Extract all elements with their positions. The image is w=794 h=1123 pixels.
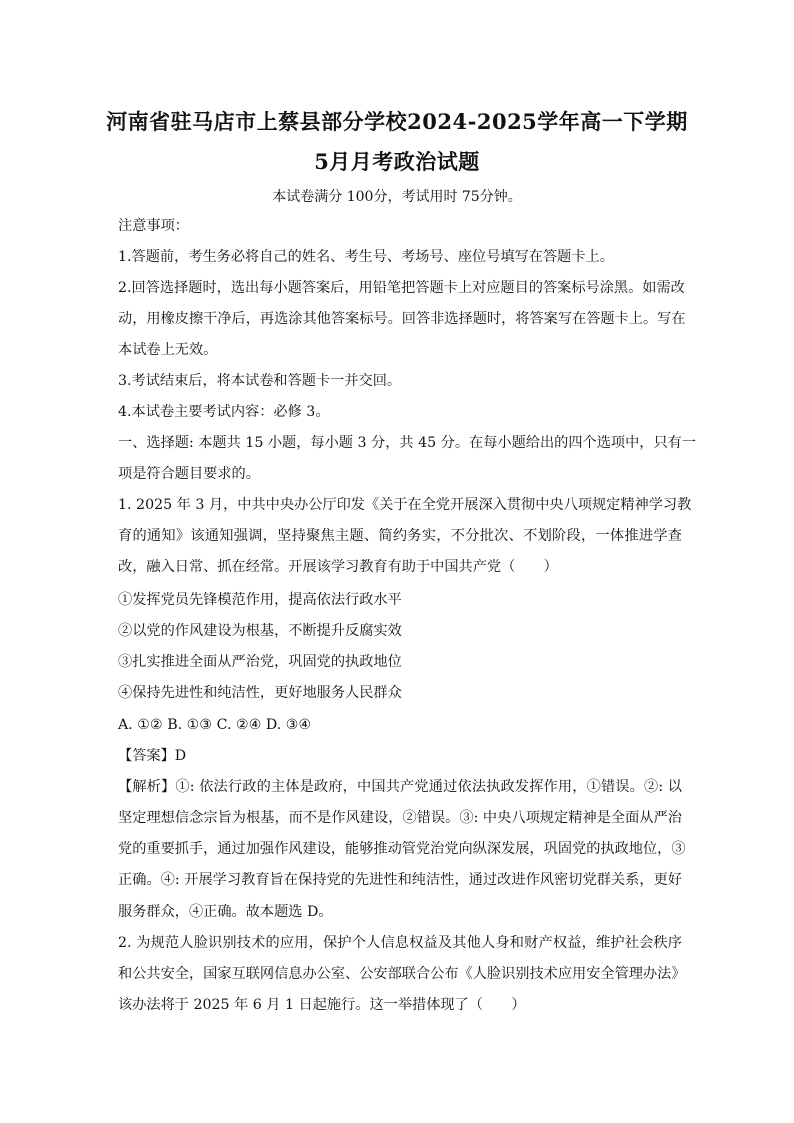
section-heading-line-1: 一、选择题: 本题共 15 小题，每小题 3 分，共 45 分。在每小题给出的四个选项中，只有一 [118, 435, 697, 451]
section-heading-line-2: 项是符合题目要求的。 [118, 466, 260, 482]
question-2-stem-line-3: 该办法将于 2025 年 6 月 1 日起施行。这一举措体现了（ ） [118, 997, 526, 1013]
notice-item-2-line-2: 动，用橡皮擦干净后，再选涂其他答案标号。回答非选择题时，将答案写在答题卡上。写在 [118, 311, 686, 327]
notice-item-2-line-3: 本试卷上无效。 [118, 342, 218, 358]
question-1-statement-2: ②以党的作风建设为根基，不断提升反腐实效 [118, 623, 402, 639]
notice-item-4: 4.本试卷主要考试内容：必修 3。 [118, 404, 330, 420]
question-1-stem-line-3: 改，融入日常、抓在经常。开展该学习教育有助于中国共产党（ ） [118, 559, 558, 575]
question-1-statement-1: ①发挥党员先锋模范作用，提高依法行政水平 [118, 592, 402, 608]
exam-info-subtitle: 本试卷满分 100分，考试用时 75分钟。 [272, 189, 522, 205]
question-2-stem-line-1: 2. 为规范人脸识别技术的应用，保护个人信息权益及其他人身和财产权益，维护社会秩序 [118, 935, 682, 951]
question-1-analysis-line-3: 党的重要抓手，通过加强作风建设，能够推动管党治党向纵深发展，巩固党的执政地位，③ [118, 841, 686, 857]
document-title-line-1: 河南省驻马店市上蔡县部分学校2024-2025学年高一下学期 [106, 109, 688, 134]
question-1-choices: A. ①② B. ①③ C. ②④ D. ③④ [118, 717, 312, 733]
question-1-stem-line-1: 1. 2025 年 3 月，中共中央办公厅印发《关于在全党开展深入贯彻中央八项规定精神学习教 [118, 497, 692, 513]
question-1-statement-4: ④保持先进性和纯洁性，更好地服务人民群众 [118, 685, 402, 701]
question-1-statement-3: ③扎实推进全面从严治党，巩固党的执政地位 [118, 654, 402, 670]
question-1-analysis-line-5: 服务群众，④正确。故本题选 D。 [118, 904, 333, 920]
question-1-stem-line-2: 育的通知》该通知强调，坚持聚焦主题、简约务实，不分批次、不划阶段，一体推进学查 [118, 528, 682, 544]
notice-heading: 注意事项： [118, 218, 189, 234]
question-2-stem-line-2: 和公共安全，国家互联网信息办公室、公安部联合公布《人脸识别技术应用安全管理办法》 [118, 966, 686, 982]
notice-item-2-line-1: 2.回答选择题时，选出每小题答案后，用铅笔把答题卡上对应题目的答案标号涂黑。如需改 [118, 280, 685, 296]
notice-item-1: 1.答题前，考生务必将自己的姓名、考生号、考场号、座位号填写在答题卡上。 [118, 249, 614, 265]
question-1-answer: 【答案】D [118, 748, 187, 764]
question-1-analysis-line-4: 正确。④: 开展学习教育旨在保持党的先进性和纯洁性，通过改进作风密切党群关系，更好 [118, 872, 682, 888]
notice-item-3: 3.考试结束后，将本试卷和答题卡一并交回。 [118, 373, 402, 389]
document-title-line-2: 5月月考政治试题 [314, 149, 480, 174]
question-1-analysis-line-1: 【解析】①: 依法行政的主体是政府，中国共产党通过依法执政发挥作用，①错误。②: 以 [118, 779, 682, 795]
question-1-analysis-line-2: 坚定理想信念宗旨为根基，而不是作风建设，②错误。③: 中央八项规定精神是全面从严治 [118, 810, 682, 826]
